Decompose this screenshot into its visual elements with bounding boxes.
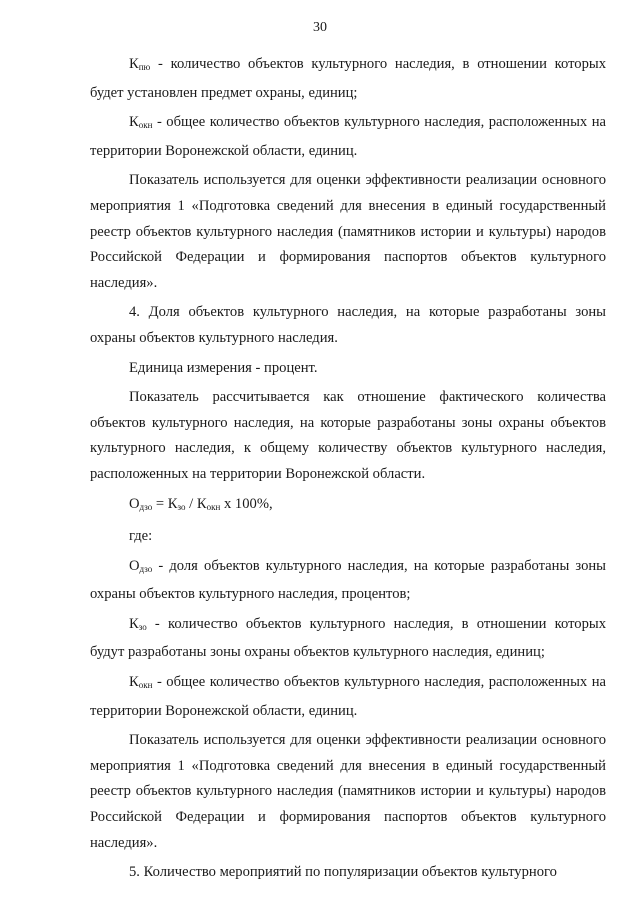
definition-o-dzo: $О_{дзо}$ - доля объектов культурного наследия, на которые разработаны зоны охраны объектов культурного наследия, процентов; — [90, 557, 606, 603]
paragraph-calculation: Показатель рассчитывается как отношение фактического количества объектов культурного наследия, на которые разработаны зоны охраны объектов культурного наследия, к общему количеству объектов культурного наследия, расположенных на территории Воронежской области. — [90, 389, 606, 482]
page-number: 30 — [313, 20, 327, 35]
paragraph-item-4: 4. Доля объектов культурного наследия, на которые разработаны зоны охраны объектов культурного наследия. — [90, 304, 606, 346]
paragraph-k-pyu: $К_{пю}$ - количество объектов культурного наследия, в отношении которых будет установлен предмет охраны, единиц; — [90, 56, 606, 101]
paragraph-indicator-usage-2: Показатель используется для оценки эффективности реализации основного мероприятия 1 «Подготовка сведений для внесения в единый государственный реестр объектов культурного наследия (памятников истории и культуры) народов Российской Федерации и формирования паспортов объектов культурного наследия». — [90, 732, 606, 851]
paragraph-k-okn: $К_{окн}$ - общее количество объектов культурного наследия, расположенных на территории Воронежской области, единиц. — [90, 114, 606, 159]
where-label: где: — [129, 528, 153, 545]
paragraph-indicator-usage: Показатель используется для оценки эффективности реализации основного мероприятия 1 «Подготовка сведений для внесения в единый государственный реестр объектов культурного наследия (памятников истории и культуры) народов Российской Федерации и формирования паспортов объектов культурного наследия». — [90, 172, 606, 291]
document-body — [90, 52, 606, 886]
paragraph-item-5: 5. Количество мероприятий по популяризации объектов культурного — [129, 864, 557, 881]
definition-k-zo: $К_{зо}$ - количество объектов культурного наследия, в отношении которых будут разработаны зоны охраны объектов культурного наследия, единиц; — [90, 615, 606, 661]
definition-k-okn: $К_{окн}$ - общее количество объектов культурного наследия, расположенных на территории Воронежской области, единиц. — [90, 674, 606, 719]
formula: $О_{дзо} = К_{зо} / К_{окн}$ х 100%, — [129, 495, 273, 512]
paragraph-unit: Единица измерения - процент. — [129, 359, 318, 376]
